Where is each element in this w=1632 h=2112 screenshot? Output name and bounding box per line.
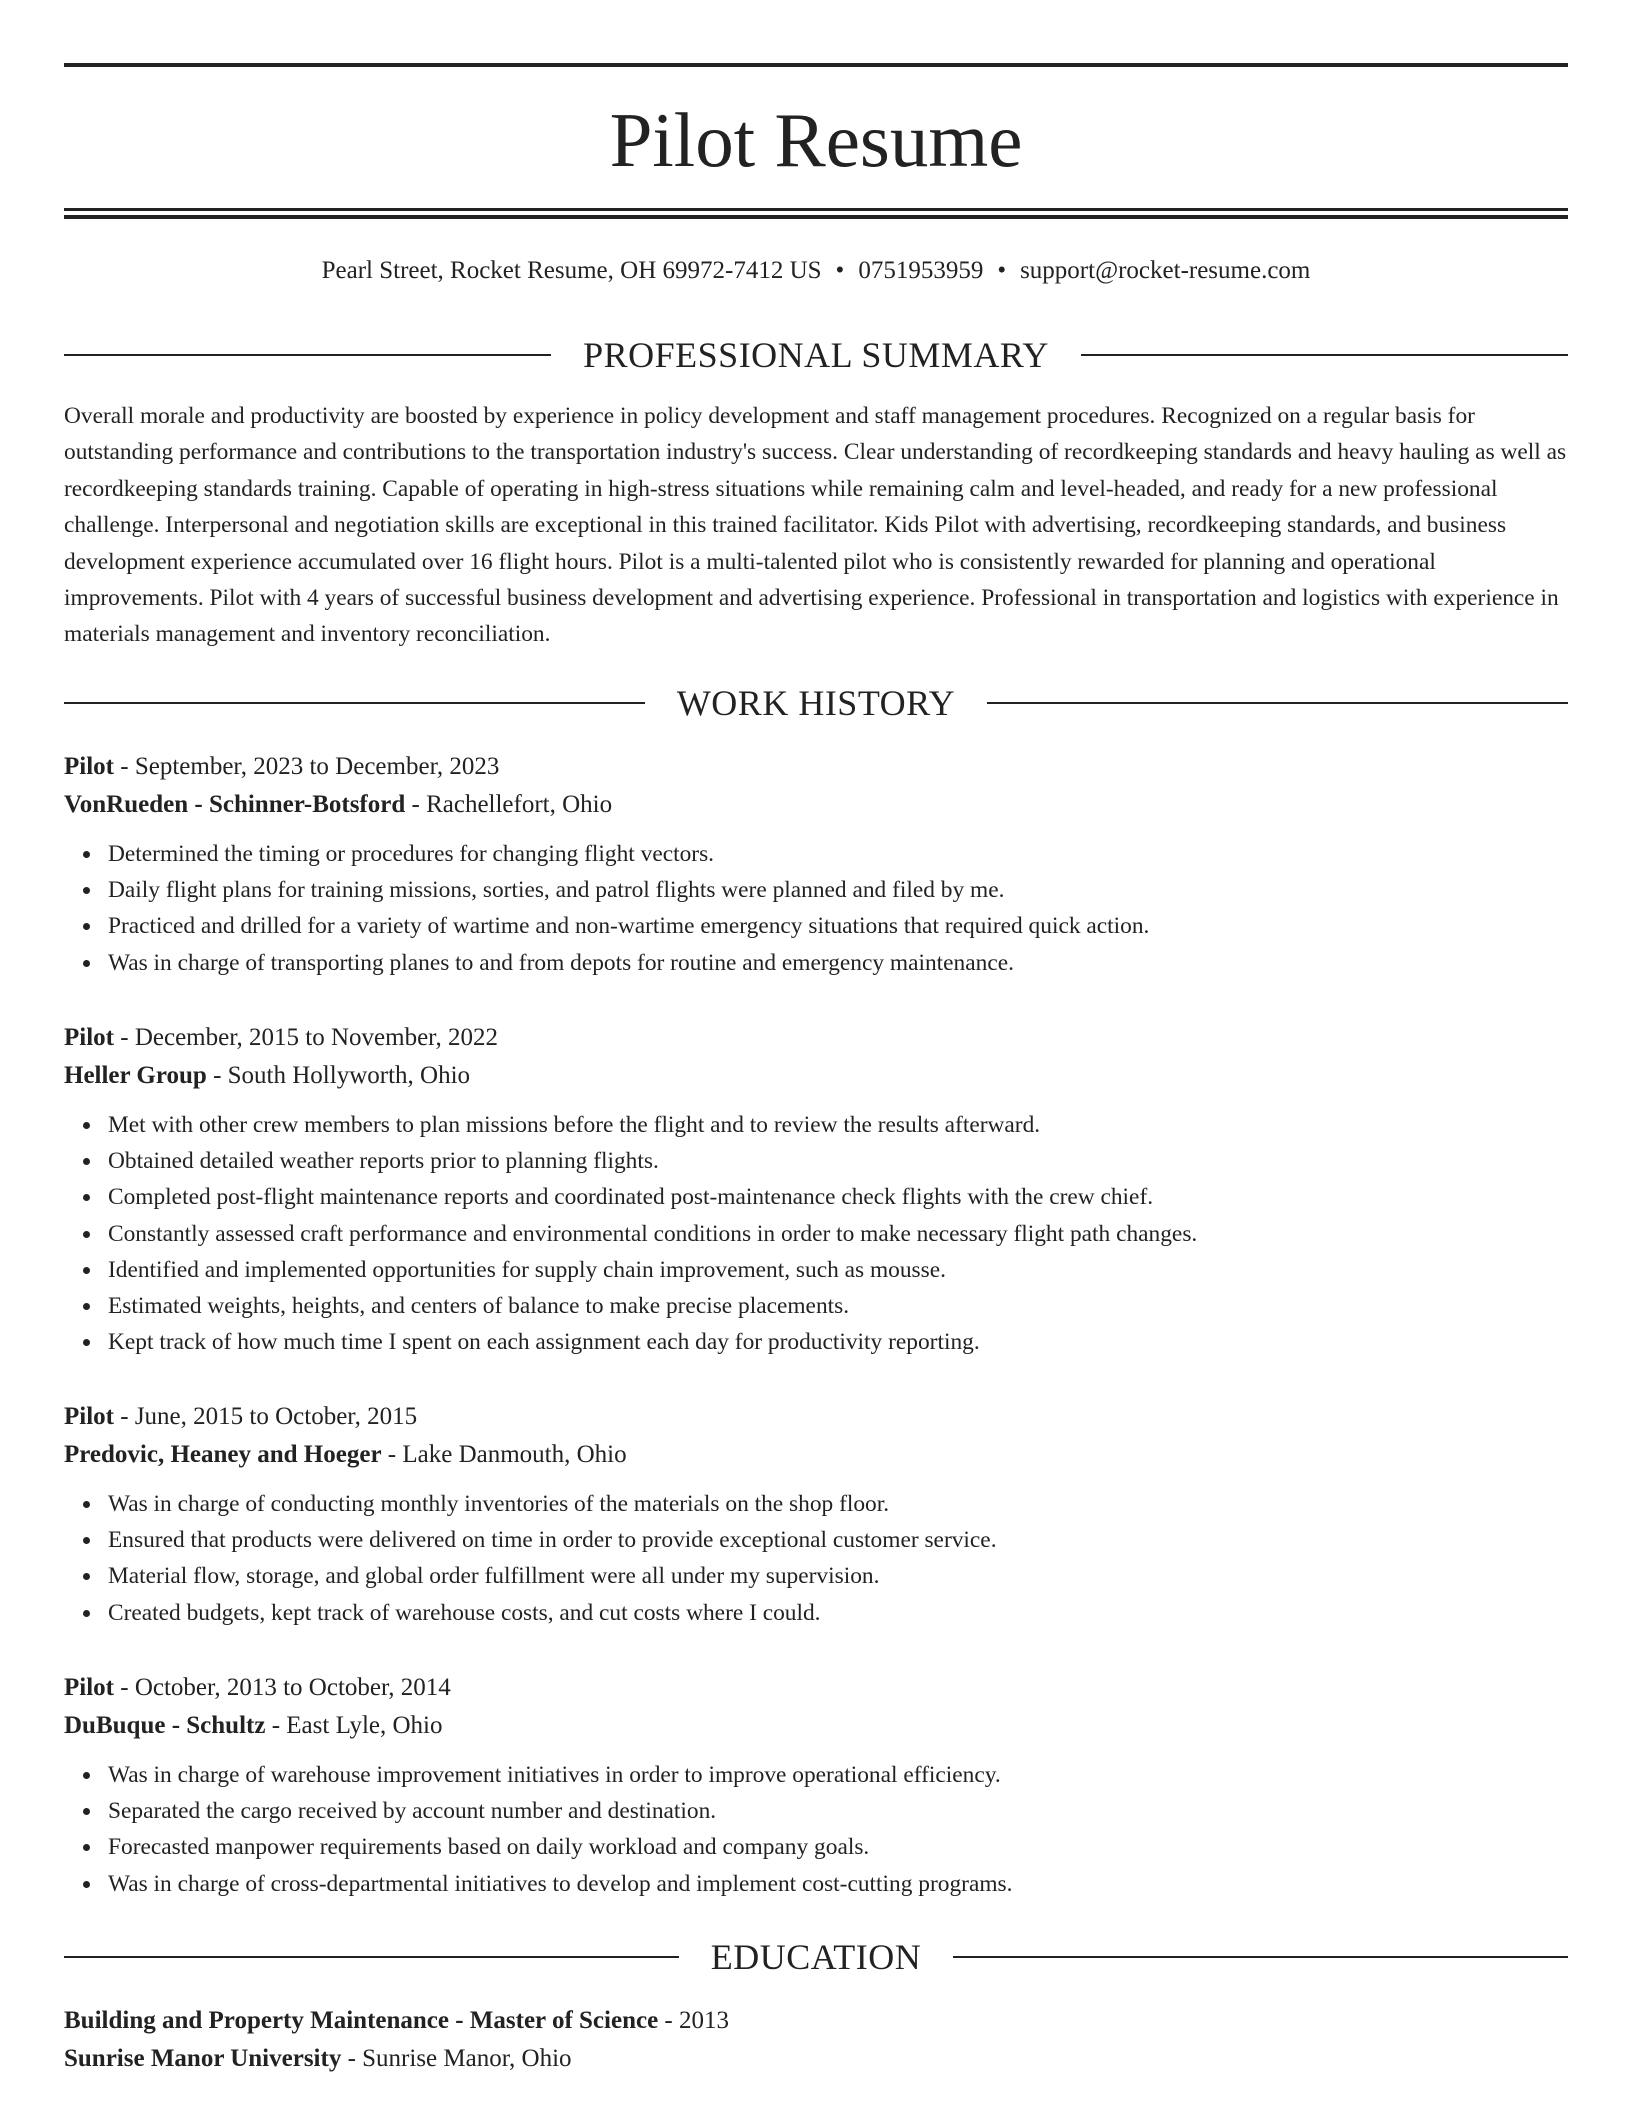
- heading-rule-left: [64, 1956, 679, 1958]
- job-company: Heller Group: [64, 1062, 207, 1089]
- job-bullet: Was in charge of cross-departmental initiatives to develop and implement cost-cutting programs.: [108, 1866, 1568, 1902]
- job-company-line: [64, 1436, 1568, 1474]
- contact-line: [64, 254, 1568, 288]
- job-bullet: Identified and implemented opportunities for supply chain improvement, such as mousse.: [108, 1252, 1568, 1288]
- job-company: DuBuque - Schultz: [64, 1712, 266, 1739]
- job-bullet: Constantly assessed craft performance and environmental conditions in order to make necessary flight path changes.: [108, 1216, 1568, 1252]
- summary-section-heading: [64, 335, 1568, 375]
- job-bullets: [64, 1107, 1568, 1360]
- job-entry: [64, 748, 1568, 981]
- job-bullets: [64, 1757, 1568, 1902]
- job-bullet: Kept track of how much time I spent on each assignment each day for productivity reporting.: [108, 1324, 1568, 1360]
- job-bullets: [64, 1486, 1568, 1631]
- job-bullet: Practiced and drilled for a variety of wartime and non-wartime emergency situations that required quick action.: [108, 908, 1568, 944]
- job-dates: - September, 2023 to December, 2023: [114, 753, 500, 780]
- job-bullet: Ensured that products were delivered on time in order to provide exceptional customer service.: [108, 1522, 1568, 1558]
- job-bullet: Met with other crew members to plan missions before the flight and to review the results afterward.: [108, 1107, 1568, 1143]
- education-heading-label: EDUCATION: [710, 1937, 922, 1977]
- job-entry: [64, 1398, 1568, 1631]
- title-rule-lower: [64, 215, 1568, 219]
- education-school-line: [64, 2040, 1568, 2078]
- heading-rule-right: [1081, 354, 1568, 356]
- job-bullet: Was in charge of transporting planes to and from depots for routine and emergency maintenance.: [108, 945, 1568, 981]
- job-company: Predovic, Heaney and Hoeger: [64, 1441, 382, 1468]
- job-company-line: [64, 1057, 1568, 1095]
- title-rule-upper: [64, 208, 1568, 211]
- job-bullet: Daily flight plans for training missions, sorties, and patrol flights were planned and filed by me.: [108, 872, 1568, 908]
- summary-heading-label: PROFESSIONAL SUMMARY: [583, 335, 1049, 375]
- job-location: - Rachellefort, Ohio: [405, 791, 613, 818]
- job-bullet: Completed post-flight maintenance reports and coordinated post-maintenance check flights with the crew chief.: [108, 1179, 1568, 1215]
- education-section-heading: [64, 1937, 1568, 1977]
- job-title-line: [64, 748, 1568, 786]
- work-section-heading: [64, 683, 1568, 723]
- job-dates: - June, 2015 to October, 2015: [114, 1403, 418, 1430]
- job-bullet: Was in charge of conducting monthly inventories of the materials on the shop floor.: [108, 1486, 1568, 1522]
- job-title: Pilot: [64, 1674, 114, 1701]
- contact-address: Pearl Street, Rocket Resume, OH 69972-7412 US: [321, 257, 822, 284]
- contact-separator: •: [997, 257, 1007, 284]
- job-entry: [64, 1019, 1568, 1360]
- job-title-line: [64, 1669, 1568, 1707]
- job-bullet: Material flow, storage, and global order fulfillment were all under my supervision.: [108, 1558, 1568, 1594]
- education-school: Sunrise Manor University: [64, 2045, 342, 2072]
- contact-separator: •: [835, 257, 845, 284]
- job-title: Pilot: [64, 1024, 114, 1051]
- job-bullet: Estimated weights, heights, and centers of balance to make precise placements.: [108, 1288, 1568, 1324]
- job-location: - Lake Danmouth, Ohio: [381, 1441, 627, 1468]
- job-bullets: [64, 836, 1568, 981]
- job-bullet: Created budgets, kept track of warehouse costs, and cut costs where I could.: [108, 1595, 1568, 1631]
- job-bullet: Separated the cargo received by account number and destination.: [108, 1793, 1568, 1829]
- job-location: - South Hollyworth, Ohio: [206, 1062, 471, 1089]
- job-bullet: Obtained detailed weather reports prior to planning flights.: [108, 1143, 1568, 1179]
- professional-summary-text: Overall morale and productivity are boosted by experience in policy development and staff management procedures. Recognized on a regular basis for outstanding performance and contributions to the transportation industry's success. Clear understanding of recordkeeping standards and heavy hauling as well as recordkeeping standards training. Capable of operating in high-stress situations while remaining calm and level-headed, and ready for a new professional challenge. Interpersonal and negotiation skills are exceptional in this trained facilitator. Kids Pilot with advertising, recordkeeping standards, and business development experience accumulated over 16 flight hours. Pilot is a multi-talented pilot who is consistently rewarded for planning and operational improvements. Pilot with 4 years of successful business development and advertising experience. Professional in transportation and logistics with experience in materials management and inventory reconciliation.: [64, 403, 1567, 648]
- job-dates: - October, 2013 to October, 2014: [114, 1674, 451, 1701]
- contact-phone: 0751953959: [858, 257, 984, 284]
- heading-rule-right: [953, 1956, 1568, 1958]
- job-entry: [64, 1669, 1568, 1902]
- page-title: Pilot Resume: [609, 97, 1023, 183]
- education-degree: Building and Property Maintenance - Master of Science: [64, 2007, 659, 2034]
- heading-rule-left: [64, 702, 645, 704]
- job-title-line: [64, 1398, 1568, 1436]
- education-degree-line: [64, 2002, 1568, 2040]
- job-company: VonRueden - Schinner-Botsford: [64, 791, 406, 818]
- top-rule: [64, 63, 1568, 67]
- job-bullet: Was in charge of warehouse improvement initiatives in order to improve operational efficiency.: [108, 1757, 1568, 1793]
- job-bullet: Forecasted manpower requirements based on daily workload and company goals.: [108, 1829, 1568, 1865]
- job-company-line: [64, 1707, 1568, 1745]
- job-location: - East Lyle, Ohio: [265, 1712, 443, 1739]
- job-title: Pilot: [64, 753, 114, 780]
- education-entry: [64, 2002, 1568, 2078]
- job-bullet: Determined the timing or procedures for changing flight vectors.: [108, 836, 1568, 872]
- heading-rule-right: [987, 702, 1568, 704]
- education-location: - Sunrise Manor, Ohio: [341, 2045, 572, 2072]
- job-dates: - December, 2015 to November, 2022: [114, 1024, 498, 1051]
- job-title: Pilot: [64, 1403, 114, 1430]
- job-title-line: [64, 1019, 1568, 1057]
- work-heading-label: WORK HISTORY: [676, 683, 956, 723]
- heading-rule-left: [64, 354, 551, 356]
- contact-email: support@rocket-resume.com: [1020, 257, 1311, 284]
- job-company-line: [64, 786, 1568, 824]
- education-year: - 2013: [658, 2007, 729, 2034]
